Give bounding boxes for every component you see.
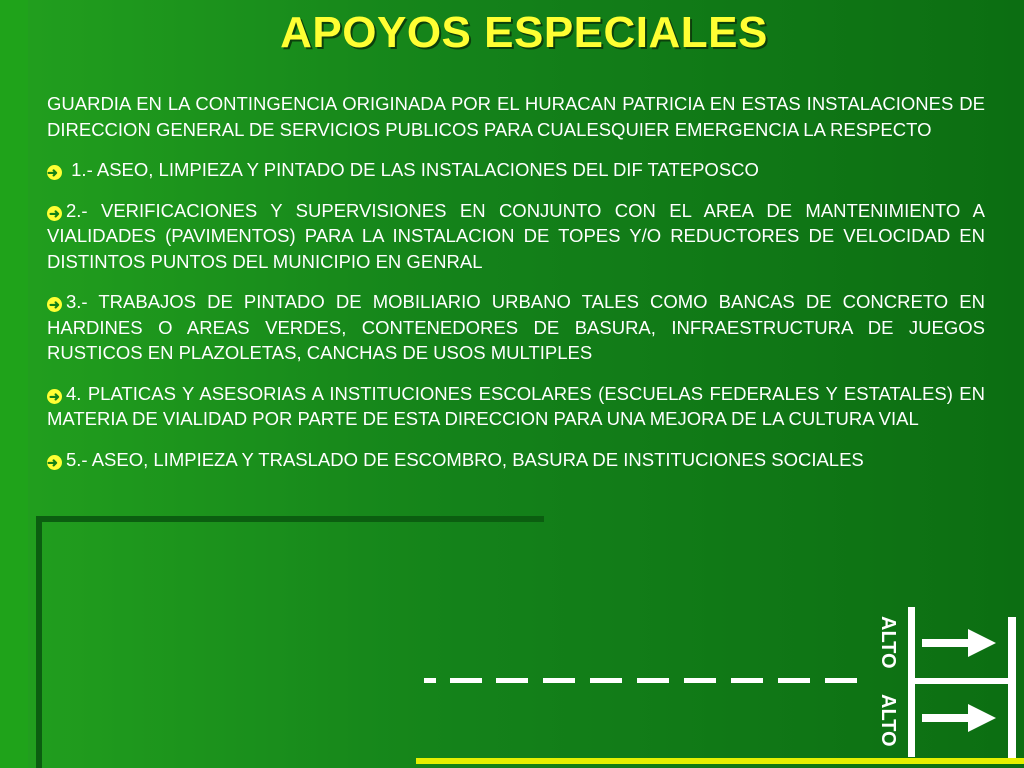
road-edge-line	[1008, 617, 1016, 763]
circled-arrow-right-icon: ➜	[47, 455, 62, 470]
intro-paragraph: GUARDIA EN LA CONTINGENCIA ORIGINADA POR EL HURACAN PATRICIA EN ESTAS INSTALACIONES DE DIRECCION GENERAL DE SERVICIOS PUBLICOS PARA CUALESQUIER EMERGENCIA LA RESPECTO	[47, 93, 985, 140]
list-item-text: 4. PLATICAS Y ASESORIAS A INSTITUCIONES ESCOLARES (ESCUELAS FEDERALES Y ESTATALES) EN MATERIA DE VIALIDAD POR PARTE DE ESTA DIRECCION PARA UNA MEJORA DE LA CULTURA VIAL	[47, 382, 985, 429]
lane-dash	[590, 678, 622, 683]
circled-arrow-right-icon: ➜	[47, 389, 62, 404]
divider-line	[908, 678, 1008, 684]
lane-dash	[543, 678, 575, 683]
list-item-text: 2.- VERIFICACIONES Y SUPERVISIONES EN CONJUNTO CON EL AREA DE MANTENIMIENTO A VIALIDADES (PAVIMENTOS) PARA LA INSTALACION DE TOPES Y/O REDUCTORES DE VELOCIDAD EN DISTINTOS PUNTOS DEL MUNICIPIO EN GENRAL	[47, 199, 985, 272]
decorative-bar	[36, 516, 42, 768]
lane-dash	[684, 678, 716, 683]
lane-dash	[778, 678, 810, 683]
page-title: APOYOS ESPECIALES	[280, 8, 768, 57]
road-label-alto: ALTO	[877, 615, 899, 669]
circled-arrow-right-icon: ➜	[47, 297, 62, 312]
arrow-right-icon	[922, 627, 998, 659]
list-item	[47, 447, 985, 473]
circled-arrow-right-icon: ➜	[47, 206, 62, 221]
road-border-line	[416, 758, 1024, 764]
lane-dash	[637, 678, 669, 683]
content-body	[47, 91, 985, 487]
list-item-text: 3.- TRABAJOS DE PINTADO DE MOBILIARIO URBANO TALES COMO BANCAS DE CONCRETO EN HARDINES O AREAS VERDES, CONTENEDORES DE BASURA, INFRAESTRUCTURA DE JUEGOS RUSTICOS EN PLAZOLETAS, CANCHAS DE USOS MULTIPLES	[47, 291, 985, 363]
list-item-text: 1.- ASEO, LIMPIEZA Y PINTADO DE LAS INSTALACIONES DEL DIF TATEPOSCO	[66, 159, 759, 180]
lane-dash	[496, 678, 528, 683]
decorative-bar	[36, 516, 544, 522]
circled-arrow-right-icon: ➜	[47, 165, 62, 180]
list-item	[47, 381, 985, 432]
lane-dash	[825, 678, 857, 683]
decorative-bar	[0, 0, 28, 768]
road-label-alto: ALTO	[877, 693, 899, 747]
lane-dash	[424, 678, 436, 683]
arrow-right-icon	[922, 702, 998, 734]
list-item	[47, 289, 985, 366]
lane-dash	[731, 678, 763, 683]
list-item	[47, 198, 985, 275]
list-item	[47, 157, 985, 183]
list-item-text: 5.- ASEO, LIMPIEZA Y TRASLADO DE ESCOMBRO, BASURA DE INSTITUCIONES SOCIALES	[66, 448, 864, 470]
lane-dash	[450, 678, 482, 683]
